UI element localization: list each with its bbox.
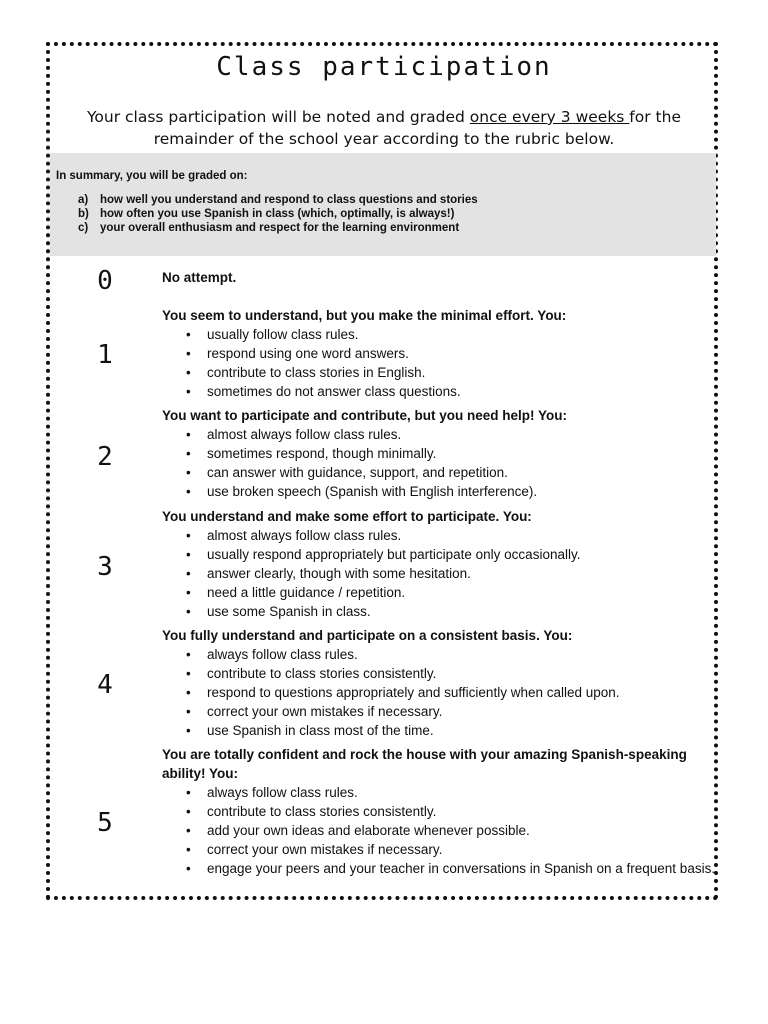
level-bullet: • add your own ideas and elaborate whenever possible. xyxy=(162,821,716,840)
intro-text-start: Your class participation will be noted and graded xyxy=(87,108,470,126)
level-bullet: • can answer with guidance, support, and repetition. xyxy=(162,463,716,482)
level-bullet: • use some Spanish in class. xyxy=(162,602,716,621)
rubric-level-2 xyxy=(162,406,716,501)
score-5: 5 xyxy=(97,808,113,838)
level-bullet: • sometimes respond, though minimally. xyxy=(162,444,716,463)
rubric-level-3 xyxy=(162,507,716,621)
level-bullet: • almost always follow class rules. xyxy=(162,526,716,545)
level-bullet: • always follow class rules. xyxy=(162,645,716,664)
level-bullet: • respond using one word answers. xyxy=(162,344,716,363)
summary-item-letter: b) xyxy=(78,208,89,220)
level-bullet: • answer clearly, though with some hesitation. xyxy=(162,564,716,583)
level-bullet: • use Spanish in class most of the time. xyxy=(162,721,716,740)
level-description: You fully understand and participate on a consistent basis. You: xyxy=(162,628,573,643)
score-1: 1 xyxy=(97,340,113,370)
level-bullet: • use broken speech (Spanish with English interference). xyxy=(162,482,716,501)
level-bullet: • almost always follow class rules. xyxy=(162,425,716,444)
level-description: You want to participate and contribute, but you need help! You: xyxy=(162,408,568,423)
level-description: You seem to understand, but you make the minimal effort. You: xyxy=(162,308,567,323)
rubric-level-4 xyxy=(162,626,716,740)
summary-item-letter: c) xyxy=(78,222,89,234)
page-title: Class participation xyxy=(216,52,552,82)
score-0: 0 xyxy=(97,266,113,296)
score-2: 2 xyxy=(97,442,113,472)
level-description: No attempt. xyxy=(162,270,237,285)
score-3: 3 xyxy=(97,552,113,582)
level-bullet: • need a little guidance / repetition. xyxy=(162,583,716,602)
rubric-level-1 xyxy=(162,306,716,401)
summary-item xyxy=(78,222,459,234)
level-bullet: • usually respond appropriately but participate only occasionally. xyxy=(162,545,716,564)
level-bullet: • respond to questions appropriately and sufficiently when called upon. xyxy=(162,683,716,702)
level-description: You understand and make some effort to participate. You: xyxy=(162,509,532,524)
rubric-level-0 xyxy=(162,268,716,287)
score-4: 4 xyxy=(97,670,113,700)
summary-box xyxy=(50,153,716,256)
level-description: You are totally confident and rock the house with your amazing Spanish-speaking ability! You: xyxy=(162,747,687,781)
summary-heading: In summary, you will be graded on: xyxy=(56,170,248,182)
summary-item-text: your overall enthusiasm and respect for the learning environment xyxy=(100,222,460,234)
level-bullet: • contribute to class stories in English. xyxy=(162,363,716,382)
intro-text-end: for the remainder of the school year according to the rubric below. xyxy=(153,108,681,148)
level-bullet: • correct your own mistakes if necessary. xyxy=(162,840,716,859)
level-bullet: • sometimes do not answer class questions. xyxy=(162,382,716,401)
summary-item xyxy=(78,194,478,206)
level-bullet: • contribute to class stories consistently. xyxy=(162,802,716,821)
summary-item-text: how well you understand and respond to class questions and stories xyxy=(100,194,478,206)
rubric-level-5 xyxy=(162,745,716,878)
level-bullet: • always follow class rules. xyxy=(162,783,716,802)
summary-item xyxy=(78,208,454,220)
level-bullet: • engage your peers and your teacher in conversations in Spanish on a frequent basis. xyxy=(162,859,716,878)
level-bullet: • contribute to class stories consistently. xyxy=(162,664,716,683)
intro-paragraph xyxy=(56,106,712,150)
intro-underlined-frequency: once every 3 weeks xyxy=(469,108,630,126)
summary-item-text: how often you use Spanish in class (which, optimally, is always!) xyxy=(100,208,455,220)
level-bullet: • correct your own mistakes if necessary. xyxy=(162,702,716,721)
summary-item-letter: a) xyxy=(78,194,89,206)
level-bullet: • usually follow class rules. xyxy=(162,325,716,344)
